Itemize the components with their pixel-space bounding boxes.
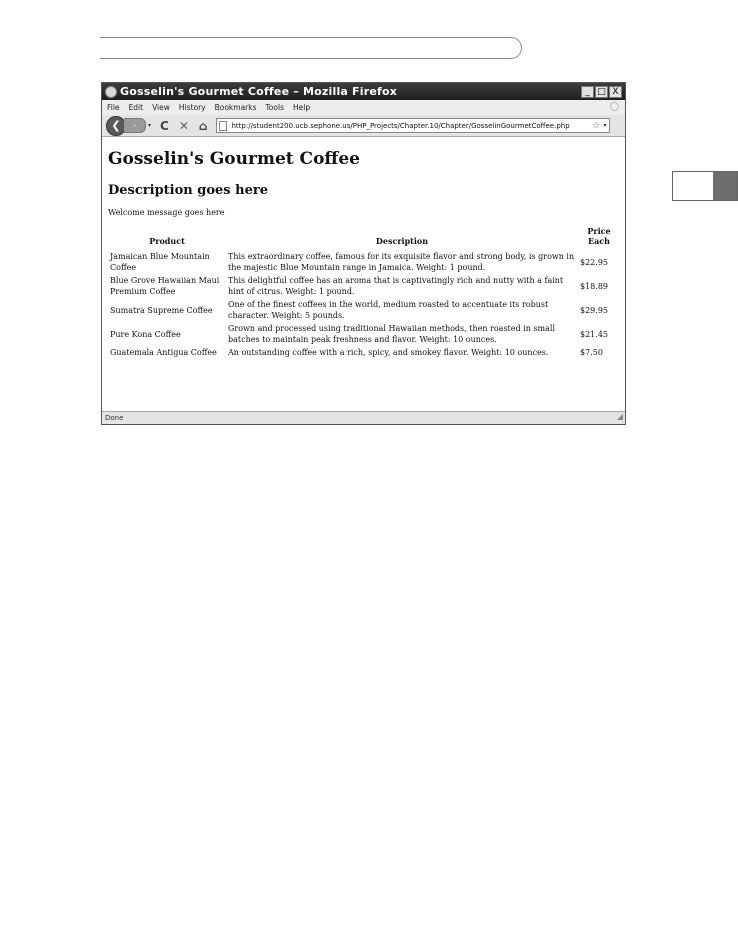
product-price: $18.89 <box>580 281 608 291</box>
browser-window <box>101 82 626 425</box>
page-header-rule <box>100 37 522 59</box>
product-description: Grown and processed using traditional Hawaiian methods, then roasted in small batches to maintain peak freshness and flavor. Weight: 10 ounces. <box>228 324 555 344</box>
address-bar[interactable] <box>216 118 610 133</box>
status-bar <box>102 411 625 424</box>
menu-bookmarks[interactable]: Bookmarks <box>214 103 257 112</box>
product-price: $29.95 <box>580 305 608 315</box>
table-row <box>108 346 620 359</box>
header-price: Price Each <box>587 226 611 246</box>
minimize-button[interactable]: _ <box>581 86 594 98</box>
table-row <box>108 298 620 322</box>
menu-view[interactable]: View <box>152 103 170 112</box>
product-name: Guatemala Antigua Coffee <box>110 348 217 357</box>
table-header-row <box>108 226 620 250</box>
product-name: Jamaican Blue Mountain Coffee <box>110 252 210 272</box>
page-header-bar <box>512 37 738 59</box>
menu-help[interactable]: Help <box>292 103 311 112</box>
window-title: Gosselin's Gourmet Coffee – Mozilla Firefox <box>120 85 398 98</box>
product-description: This delightful coffee has an aroma that is captivatingly rich and nutty with a faint hint of citrus. Weight: 1 pound. <box>228 276 564 296</box>
title-bar <box>102 83 625 100</box>
firefox-icon <box>105 86 117 98</box>
page-icon <box>219 121 227 131</box>
table-row <box>108 274 620 298</box>
maximize-button[interactable]: □ <box>595 86 608 98</box>
header-product: Product <box>149 236 185 246</box>
menu-file[interactable]: File <box>107 103 120 112</box>
chapter-tab <box>672 171 738 201</box>
header-description: Description <box>375 236 429 246</box>
status-text: Done <box>105 414 124 422</box>
home-button[interactable]: ⌂ <box>198 118 208 133</box>
close-button[interactable]: X <box>609 86 622 98</box>
url-dropdown-icon[interactable]: ▾ <box>603 122 607 129</box>
table-row <box>108 322 620 346</box>
bookmark-star-icon[interactable]: ☆ <box>592 120 601 131</box>
resize-grip-icon[interactable]: ◢ <box>616 412 623 421</box>
navigation-toolbar <box>102 115 625 137</box>
page-content <box>102 137 625 399</box>
stop-button[interactable]: ✕ <box>178 118 189 133</box>
history-dropdown-icon[interactable]: ▾ <box>148 122 152 129</box>
product-price: $22.95 <box>580 257 608 267</box>
product-description: One of the finest coffees in the world, medium roasted to accentuate its robust character. Weight: 5 pounds. <box>228 300 549 320</box>
menu-tools[interactable]: Tools <box>265 103 284 112</box>
menu-history[interactable]: History <box>178 103 206 112</box>
table-row <box>108 250 620 274</box>
product-name: Sumatra Supreme Coffee <box>110 305 213 315</box>
back-button[interactable]: ❮ <box>106 116 126 136</box>
product-description: This extraordinary coffee, famous for its exquisite flavor and strong body, is grown in the majestic Blue Mountain range in Jamaica. Weight: 1 pound. <box>228 252 575 272</box>
product-name: Blue Grove Hawaiian Maui Premium Coffee <box>110 276 220 296</box>
reload-button[interactable]: C <box>160 118 169 133</box>
product-name: Pure Kona Coffee <box>110 329 181 339</box>
url-text[interactable]: http://student200.ucb.sephone.us/PHP_Projects/Chapter.10/Chapter/GosselinGourmetCoffee.php <box>231 121 570 130</box>
throbber-icon <box>610 102 619 111</box>
product-price: $7.50 <box>580 348 603 357</box>
page-heading: Gosselin's Gourmet Coffee <box>108 149 360 169</box>
forward-button[interactable]: › <box>124 118 146 133</box>
product-price: $21.45 <box>580 329 608 339</box>
product-table <box>108 226 620 359</box>
menu-edit[interactable]: Edit <box>128 103 144 112</box>
product-description: An outstanding coffee with a rich, spicy, and smokey flavor. Weight: 10 ounces. <box>228 348 549 357</box>
page-subheading: Description goes here <box>108 183 268 198</box>
menu-bar <box>102 100 625 115</box>
welcome-message: Welcome message goes here <box>108 208 225 217</box>
